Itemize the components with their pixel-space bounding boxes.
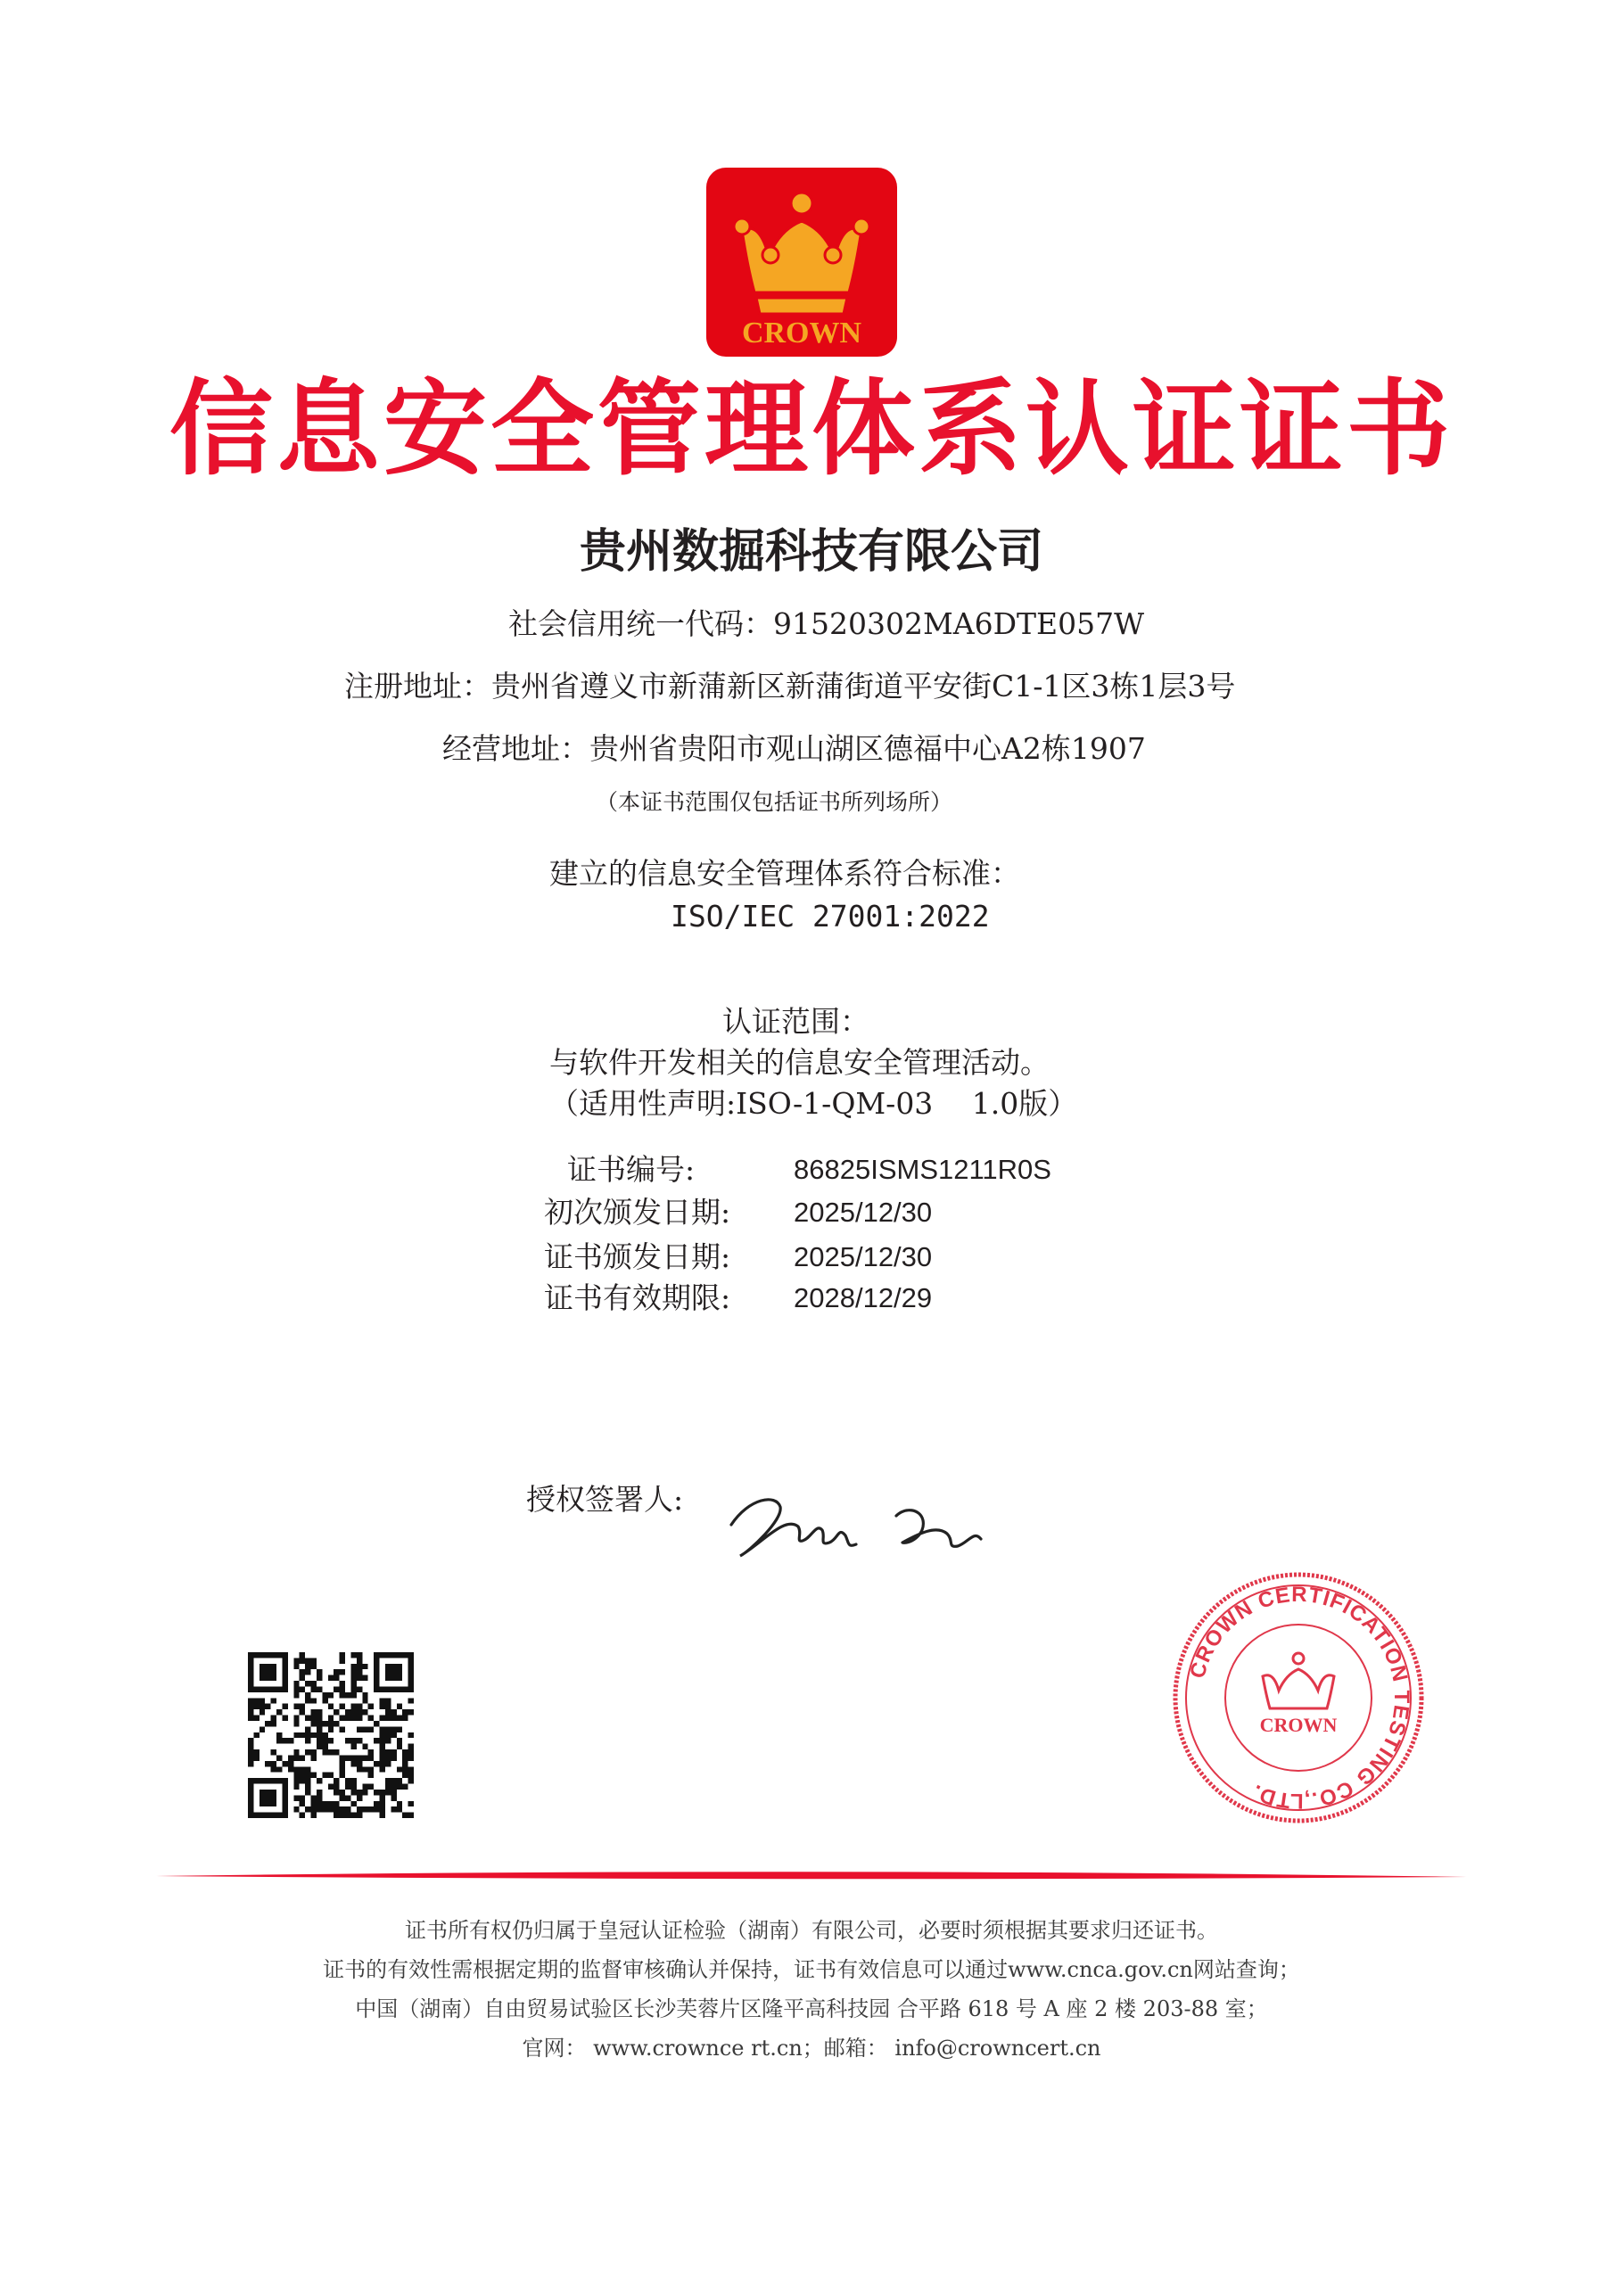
qr-code[interactable]	[248, 1652, 414, 1818]
divider-line	[156, 1869, 1467, 1883]
standard-label: 建立的信息安全管理体系符合标准：	[549, 856, 1020, 891]
scope-value: 与软件开发相关的信息安全管理活动。	[549, 1045, 1050, 1080]
validity-value: 2028/12/29	[794, 1282, 933, 1313]
issue-date-label: 证书颁发日期:	[544, 1239, 731, 1274]
company-seal	[1170, 1569, 1427, 1826]
registered-address: 注册地址：贵州省遵义市新蒲新区新蒲街道平安街C1-1区3栋1层3号	[344, 669, 1236, 704]
seal-crown-icon	[1263, 1653, 1334, 1708]
footer-line-1: 证书所有权仍归属于皇冠认证检验（湖南）有限公司，必要时须根据其要求归还证书。	[405, 1918, 1218, 1943]
standard-value: ISO/IEC 27001:2022	[671, 899, 990, 934]
crown-logo	[706, 168, 897, 357]
cert-number-value: 86825ISMS1211R0S	[794, 1154, 1051, 1185]
logo-text: CROWN	[741, 317, 862, 350]
validity-label: 证书有效期限:	[544, 1280, 731, 1315]
operating-address: 经营地址：贵州省贵阳市观山湖区德福中心A2栋1907	[442, 731, 1146, 766]
certificate-title: 信息安全管理体系认证证书	[169, 369, 1454, 490]
credit-code: 社会信用统一代码：91520302MA6DTE057W	[508, 606, 1145, 641]
company-name: 贵州数掘科技有限公司	[579, 525, 1043, 579]
seal-center-text: CROWN	[1259, 1714, 1338, 1736]
signatory-label: 授权签署人:	[526, 1482, 684, 1517]
issue-date-value: 2025/12/30	[794, 1241, 933, 1272]
footer-line-2: 证书的有效性需根据定期的监督审核确认并保持，证书有效信息可以通过www.cnca.gov.cn网站查询；	[323, 1957, 1300, 1982]
signature	[713, 1471, 1008, 1569]
footer-line-3: 中国（湖南）自由贸易试验区长沙芙蓉片区隆平高科技园 合平路 618 号 A 座 2 楼 203-88 室；	[355, 1996, 1268, 2021]
scope-label: 认证范围：	[722, 1004, 869, 1039]
seal-ring-text: CROWN CERTIFICATION TESTING CO.,LTD.	[1185, 1582, 1414, 1814]
applicability-statement: （适用性声明:ISO-1-QM-03 1.0版）	[549, 1086, 1078, 1121]
footer-line-4: 官网： www.crownce rt.cn；邮箱： info@crowncert.cn	[522, 2036, 1101, 2061]
scope-note: （本证书范围仅包括证书所列场所）	[596, 789, 953, 815]
cert-number-label: 证书编号:	[567, 1152, 696, 1187]
initial-issue-value: 2025/12/30	[794, 1197, 933, 1228]
initial-issue-label: 初次颁发日期:	[544, 1195, 731, 1230]
